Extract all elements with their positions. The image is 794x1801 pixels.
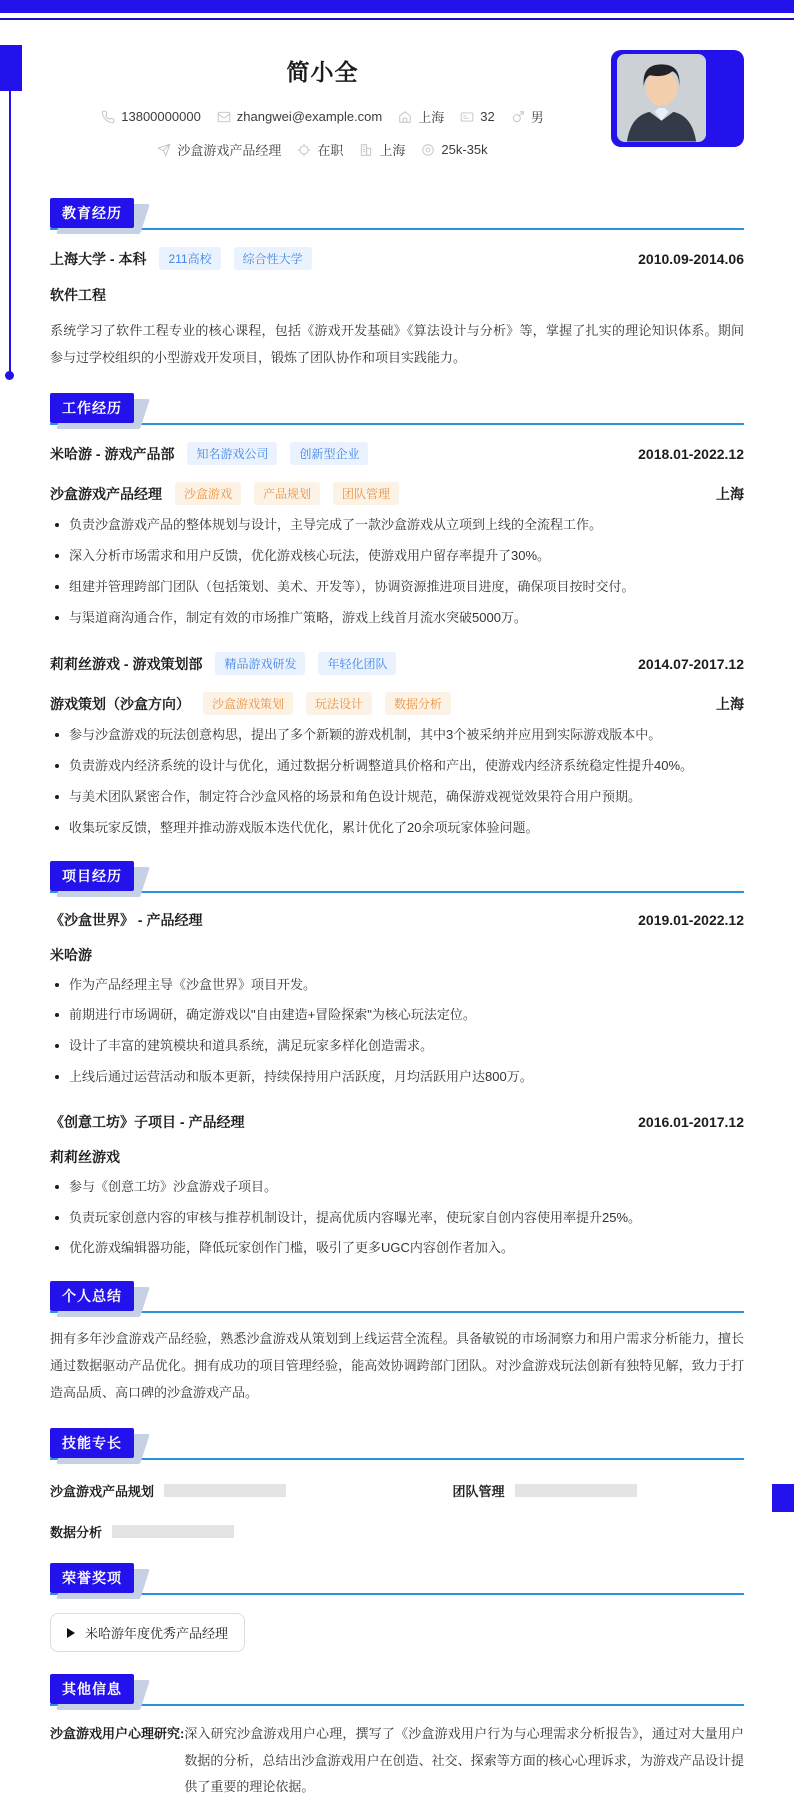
company-tag: 知名游戏公司	[187, 442, 277, 465]
skill-name: 数据分析	[50, 1525, 103, 1541]
mail-icon	[217, 110, 231, 124]
company-name: 莉莉丝游戏 - 游戏策划部	[50, 655, 203, 672]
email-address: zhangwei@example.com	[236, 109, 383, 124]
skill-item	[50, 1522, 453, 1541]
bullet-item: 负责游戏内经济系统的设计与优化，通过数据分析调整道具价格和产出，使游戏内经济系统稳定性提升40%。	[50, 756, 744, 777]
bullet-item: 参与《创意工坊》沙盒游戏子项目。	[50, 1177, 744, 1198]
bullet-item: 收集玩家反馈，整理并推动游戏版本迭代优化，累计优化了20余项玩家体验问题。	[50, 818, 744, 839]
position-tag: 沙盒游戏	[175, 482, 241, 505]
work-city: 上海	[379, 143, 406, 158]
section-projects	[50, 866, 744, 1260]
bullet-item: 与美术团队紧密合作，制定符合沙盒风格的场景和角色设计规范，确保游戏视觉效果符合用户预期。	[50, 787, 744, 808]
contact-job-status	[297, 140, 343, 159]
work-title: 工作经历	[50, 393, 134, 423]
skill-bar-track	[112, 1525, 234, 1538]
summary-text: 拥有多年沙盒游戏产品经验，熟悉沙盒游戏从策划到上线运营全流程。具备敏锐的市场洞察力和用户需求分析能力，擅长通过数据驱动产品优化。拥有成功的项目管理经验，能高效协调跨部门团队。对沙盒游戏玩法创新有独特见解，致力于打造高品质、高口碑的沙盒游戏产品。	[50, 1331, 744, 1400]
education-title: 教育经历	[50, 198, 134, 228]
bullet-item: 上线后通过运营活动和版本更新，持续保持用户活跃度，月均活跃用户达800万。	[50, 1067, 744, 1088]
position-tag: 团队管理	[333, 482, 399, 505]
status-icon	[297, 143, 311, 157]
skills-title: 技能专长	[50, 1428, 134, 1458]
major-name: 软件工程	[50, 287, 106, 303]
project-date: 2016.01-2017.12	[638, 1113, 744, 1130]
honors-title: 荣誉奖项	[50, 1563, 134, 1593]
section-work	[50, 398, 744, 838]
other-info-text: 深入研究沙盒游戏用户心理，撰写了《沙盒游戏用户行为与心理需求分析报告》，通过对大量用户数据的分析，总结出沙盒游戏用户在创造、社交、探索等方面的核心心理诉求，为游戏产品设计提供了重要的理论依据。	[184, 1726, 744, 1795]
bullet-item: 深入分析市场需求和用户反馈，优化游戏核心玩法，使游戏用户留存率提升了30%。	[50, 546, 744, 567]
award-name: 米哈游年度优秀产品经理	[85, 1626, 229, 1642]
position-tag: 沙盒游戏策划	[203, 692, 293, 715]
project-date: 2019.01-2022.12	[638, 911, 744, 928]
bullet-item: 参与沙盒游戏的玩法创意构思，提出了多个新颖的游戏机制，其中3个被采纳并应用到实际游戏版本中。	[50, 725, 744, 746]
project-bullets	[50, 975, 744, 1088]
school-tag: 综合性大学	[234, 247, 312, 270]
award-item	[50, 1613, 245, 1652]
position-tag: 数据分析	[385, 692, 451, 715]
company-tag: 创新型企业	[290, 442, 368, 465]
section-summary	[50, 1286, 744, 1406]
work-badge	[50, 393, 134, 423]
bullet-item: 负责沙盒游戏产品的整体规划与设计，主导完成了一款沙盒游戏从立项到上线的全流程工作。	[50, 515, 744, 536]
work-header	[50, 398, 744, 425]
project-title-row	[50, 1112, 744, 1132]
projects-badge	[50, 861, 134, 891]
bullet-item: 设计了丰富的建筑模块和道具系统，满足玩家多样化创造需求。	[50, 1036, 744, 1057]
other-info-label: 沙盒游戏用户心理研究:	[50, 1726, 185, 1742]
position-tag: 玩法设计	[306, 692, 372, 715]
resume-header	[50, 54, 744, 176]
age-value: 32	[480, 109, 495, 124]
job-bullets	[50, 725, 744, 838]
contact-row-1	[50, 107, 595, 126]
phone-icon	[101, 110, 115, 124]
other-badge	[50, 1674, 134, 1704]
job-status: 在职	[317, 143, 344, 158]
company-tag: 精品游戏研发	[215, 652, 305, 675]
company-tag: 年轻化团队	[318, 652, 396, 675]
bullet-item: 前期进行市场调研，确定游戏以"自由建造+冒险探索"为核心玩法定位。	[50, 1005, 744, 1026]
job-position-row	[50, 482, 744, 505]
bullet-item: 作为产品经理主导《沙盒世界》项目开发。	[50, 975, 744, 996]
other-info-row	[50, 1721, 744, 1801]
photo-frame	[611, 50, 744, 147]
position-name: 沙盒游戏产品经理	[50, 485, 162, 502]
job-intention: 沙盒游戏产品经理	[177, 143, 282, 158]
contact-salary	[421, 142, 487, 157]
home-icon	[398, 110, 412, 124]
job-company-row	[50, 652, 744, 675]
contact-row-2	[50, 140, 595, 159]
contact-job-intention	[157, 140, 281, 159]
bullet-item: 负责玩家创意内容的审核与推荐机制设计，提高优质内容曝光率，使玩家自创内容使用率提升25%。	[50, 1208, 744, 1229]
job-position-row	[50, 692, 744, 715]
skill-item	[453, 1481, 744, 1500]
bullet-item: 与渠道商沟通合作，制定有效的市场推广策略，游戏上线首月流水突破5000万。	[50, 608, 744, 629]
contact-work-city	[359, 140, 405, 159]
job-bullets	[50, 515, 744, 628]
education-header	[50, 203, 744, 230]
job-location: 上海	[716, 695, 744, 712]
candidate-name: 简小全	[286, 59, 359, 85]
paper-plane-icon	[157, 143, 171, 157]
projects-title: 项目经历	[50, 861, 134, 891]
skill-bar-track	[515, 1484, 637, 1497]
skill-name: 沙盒游戏产品规划	[50, 1484, 155, 1500]
project-bullets	[50, 1177, 744, 1259]
section-skills	[50, 1433, 744, 1541]
gender-value: 男	[530, 110, 544, 125]
gender-icon	[511, 110, 525, 124]
skills-grid	[50, 1481, 744, 1541]
job-location: 上海	[716, 485, 744, 502]
projects-header	[50, 866, 744, 893]
school-tag: 211高校	[159, 247, 220, 270]
skills-header	[50, 1433, 744, 1460]
id-card-icon	[460, 110, 474, 124]
skill-item	[50, 1481, 453, 1500]
project-name: 《沙盒世界》 - 产品经理	[50, 911, 203, 928]
project-company: 莉莉丝游戏	[50, 1148, 120, 1165]
school-name: 上海大学 - 本科	[50, 250, 147, 267]
phone-number: 13800000000	[121, 109, 201, 124]
header-main	[50, 54, 595, 159]
position-tag: 产品规划	[254, 482, 320, 505]
position-name: 游戏策划（沙盒方向）	[50, 695, 190, 712]
education-row	[50, 247, 744, 270]
home-city: 上海	[418, 110, 445, 125]
section-honors	[50, 1568, 744, 1652]
avatar-illustration	[617, 54, 706, 142]
contact-age	[460, 109, 494, 124]
contact-phone	[101, 109, 201, 124]
profile-photo	[617, 54, 706, 142]
salary-range: 25k-35k	[441, 142, 488, 157]
job-date: 2018.01-2022.12	[638, 445, 744, 462]
bullet-item: 优化游戏编辑器功能，降低玩家创作门槛，吸引了更多UGC内容创作者加入。	[50, 1238, 744, 1259]
summary-header	[50, 1286, 744, 1313]
other-title: 其他信息	[50, 1674, 134, 1704]
skill-bar-track	[164, 1484, 286, 1497]
summary-title: 个人总结	[50, 1281, 134, 1311]
contact-gender	[511, 107, 544, 126]
job-date: 2014.07-2017.12	[638, 655, 744, 672]
play-icon	[67, 1628, 75, 1638]
project-name: 《创意工坊》子项目 - 产品经理	[50, 1113, 245, 1130]
other-header	[50, 1679, 744, 1706]
education-description: 系统学习了软件工程专业的核心课程，包括《游戏开发基础》《算法设计与分析》等，掌握了扎实的理论知识体系。期间参与过学校组织的小型游戏开发项目，锻炼了团队协作和项目实践能力。	[50, 323, 744, 365]
company-name: 米哈游 - 游戏产品部	[50, 445, 175, 462]
contact-email	[217, 109, 382, 124]
salary-icon	[421, 143, 435, 157]
honors-header	[50, 1568, 744, 1595]
project-company: 米哈游	[50, 946, 92, 963]
contact-home-city	[398, 107, 444, 126]
section-other	[50, 1679, 744, 1801]
skill-name: 团队管理	[452, 1484, 505, 1500]
skills-badge	[50, 1428, 134, 1458]
job-company-row	[50, 442, 744, 465]
project-title-row	[50, 910, 744, 930]
education-date: 2010.09-2014.06	[638, 250, 744, 267]
summary-badge	[50, 1281, 134, 1311]
education-badge	[50, 198, 134, 228]
building-icon	[359, 143, 373, 157]
bullet-item: 组建并管理跨部门团队（包括策划、美术、开发等），协调资源推进项目进度，确保项目按时交付。	[50, 577, 744, 598]
honors-badge	[50, 1563, 134, 1593]
section-education	[50, 203, 744, 371]
